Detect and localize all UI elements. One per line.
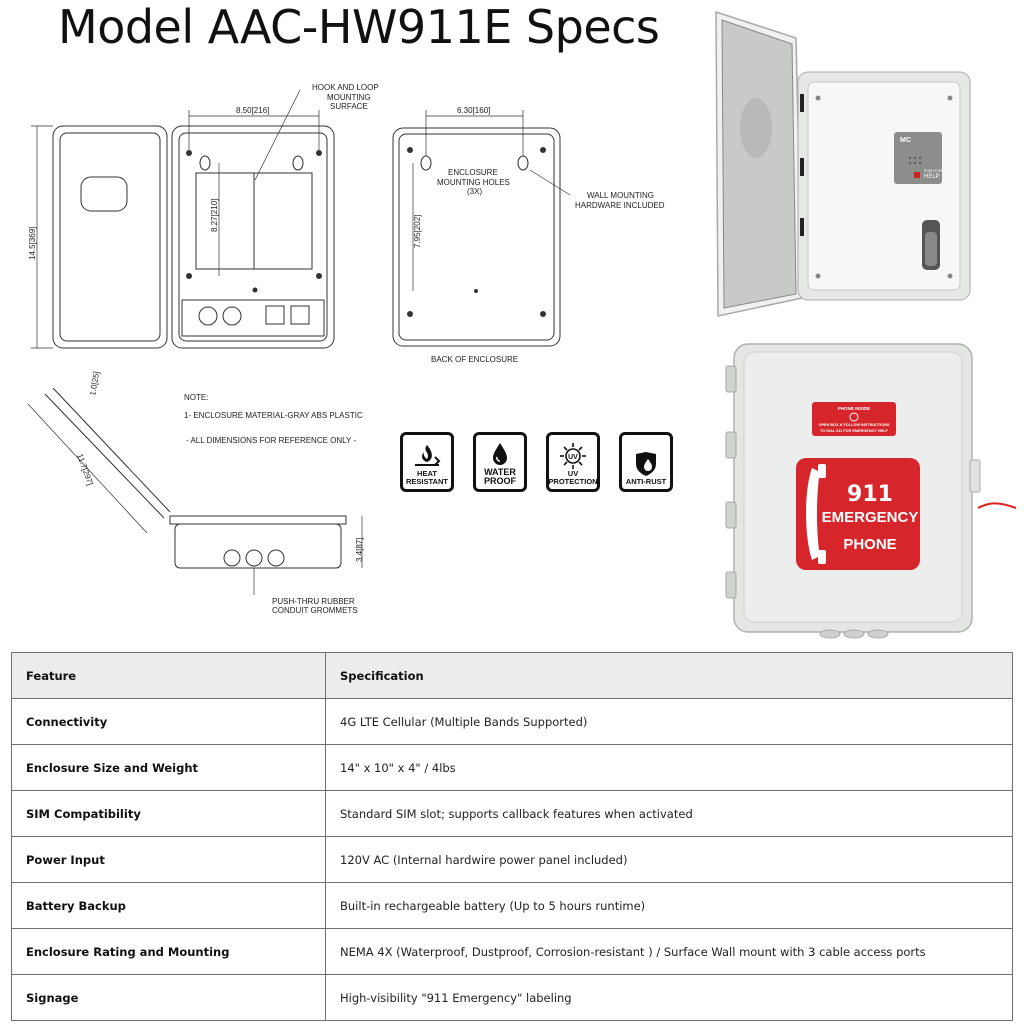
- table-header-row: [12, 653, 1013, 699]
- spec-cell: High-visibility "911 Emergency" labeling: [326, 975, 1013, 1021]
- badge-water-proof: [473, 432, 527, 492]
- dim-back-height: 7.95[202]: [413, 214, 422, 248]
- note-2: - ALL DIMENSIONS FOR REFERENCE ONLY -: [186, 436, 357, 445]
- spec-cell: Built-in rechargeable battery (Up to 5 hours runtime): [326, 883, 1013, 929]
- badge-anti-rust: [619, 432, 673, 492]
- badge-label: WATER PROOF: [483, 467, 516, 486]
- hook-loop-label: [312, 83, 381, 111]
- note-title: NOTE:: [184, 393, 209, 402]
- dim-depth: 3.4[87]: [355, 537, 364, 562]
- uv-icon-text: UV: [568, 454, 578, 461]
- sticker-line-1: OPEN BOX & FOLLOW INSTRUCTIONS: [818, 423, 890, 427]
- spec-cell: NEMA 4X (Waterproof, Dustproof, Corrosion-resistant ) / Surface Wall mount with 3 cable access ports: [326, 929, 1013, 975]
- help-label: HELP: [924, 174, 940, 180]
- badge-heat-resistant: [400, 432, 454, 492]
- sign-911: 911: [847, 482, 893, 507]
- table-row: [12, 929, 1013, 975]
- spec-cell: 14" x 10" x 4" / 4lbs: [326, 745, 1013, 791]
- badge-label: HEAT RESISTANT: [406, 469, 448, 486]
- table-row: [12, 975, 1013, 1021]
- badge-label: ANTI-RUST: [625, 477, 667, 486]
- badge-label: UV PROTECTION: [548, 469, 598, 486]
- table-row: [12, 883, 1013, 929]
- hook-loop-line-3: SURFACE: [330, 102, 368, 111]
- badge-uv-protection: [546, 432, 600, 492]
- water-proof-icon: [486, 441, 514, 467]
- wall-hardware-line-2: HARDWARE INCLUDED: [575, 201, 665, 210]
- header-specification: Specification: [326, 653, 1013, 699]
- back-label: BACK OF ENCLOSURE: [431, 355, 519, 364]
- feature-cell: SIM Compatibility: [12, 791, 326, 837]
- feature-cell: Battery Backup: [12, 883, 326, 929]
- feature-badges: [400, 432, 673, 492]
- mounting-holes-line-3: (3X): [467, 187, 483, 196]
- uv-protection-icon: [559, 443, 587, 469]
- spec-cell: 120V AC (Internal hardwire power panel included): [326, 837, 1013, 883]
- sign-emergency: EMERGENCY: [821, 509, 919, 526]
- hook-loop-line-1: HOOK AND LOOP: [312, 83, 379, 92]
- header-feature: Feature: [12, 653, 326, 699]
- phone-brand: MC: [900, 137, 911, 144]
- hook-loop-line-2: MOUNTING: [327, 93, 371, 102]
- dim-width-front: 8.50[216]: [236, 106, 270, 115]
- sign-phone: PHONE: [843, 536, 897, 553]
- page-title: Model AAC-HW911E Specs: [58, 0, 660, 54]
- closed-enclosure-photo: [724, 340, 1020, 640]
- open-enclosure-photo: [706, 8, 984, 320]
- wall-hardware-line-1: WALL MOUNTING: [587, 191, 654, 200]
- table-row: [12, 745, 1013, 791]
- feature-cell: Connectivity: [12, 699, 326, 745]
- heat-resistant-icon: [413, 443, 441, 469]
- spec-table: [11, 652, 1013, 1021]
- mounting-holes-line-2: MOUNTING HOLES: [437, 178, 510, 187]
- note-1: 1- ENCLOSURE MATERIAL-GRAY ABS PLASTIC: [184, 411, 363, 420]
- dim-width-back: 6.30[160]: [457, 106, 491, 115]
- sticker-top: PHONE INSIDE: [837, 406, 871, 411]
- dim-inner-height: 8.27[210]: [210, 198, 219, 232]
- feature-cell: Enclosure Size and Weight: [12, 745, 326, 791]
- dim-lid-thickness: 1.0[25]: [88, 370, 102, 397]
- help-sub-label: PUSH FOR: [924, 169, 943, 173]
- table-row: [12, 837, 1013, 883]
- feature-cell: Power Input: [12, 837, 326, 883]
- feature-cell: Enclosure Rating and Mounting: [12, 929, 326, 975]
- grommets-line-2: CONDUIT GROMMETS: [272, 606, 358, 615]
- spec-cell: Standard SIM slot; supports callback features when activated: [326, 791, 1013, 837]
- spec-cell: 4G LTE Cellular (Multiple Bands Supported): [326, 699, 1013, 745]
- table-row: [12, 699, 1013, 745]
- grommets-line-1: PUSH-THRU RUBBER: [272, 597, 355, 606]
- grommets-label: [272, 597, 358, 615]
- dim-lid-length: 11.7[297]: [75, 452, 95, 487]
- anti-rust-icon: [632, 451, 660, 477]
- sticker-line-2: TO DIAL 911 FOR EMERGENCY HELP: [820, 429, 888, 433]
- mounting-holes-line-1: ENCLOSURE: [448, 168, 498, 177]
- feature-cell: Signage: [12, 975, 326, 1021]
- mounting-holes-label: [437, 168, 512, 196]
- wall-hardware-label: [575, 191, 665, 210]
- dim-height: 14.5[369]: [28, 226, 37, 260]
- table-row: [12, 791, 1013, 837]
